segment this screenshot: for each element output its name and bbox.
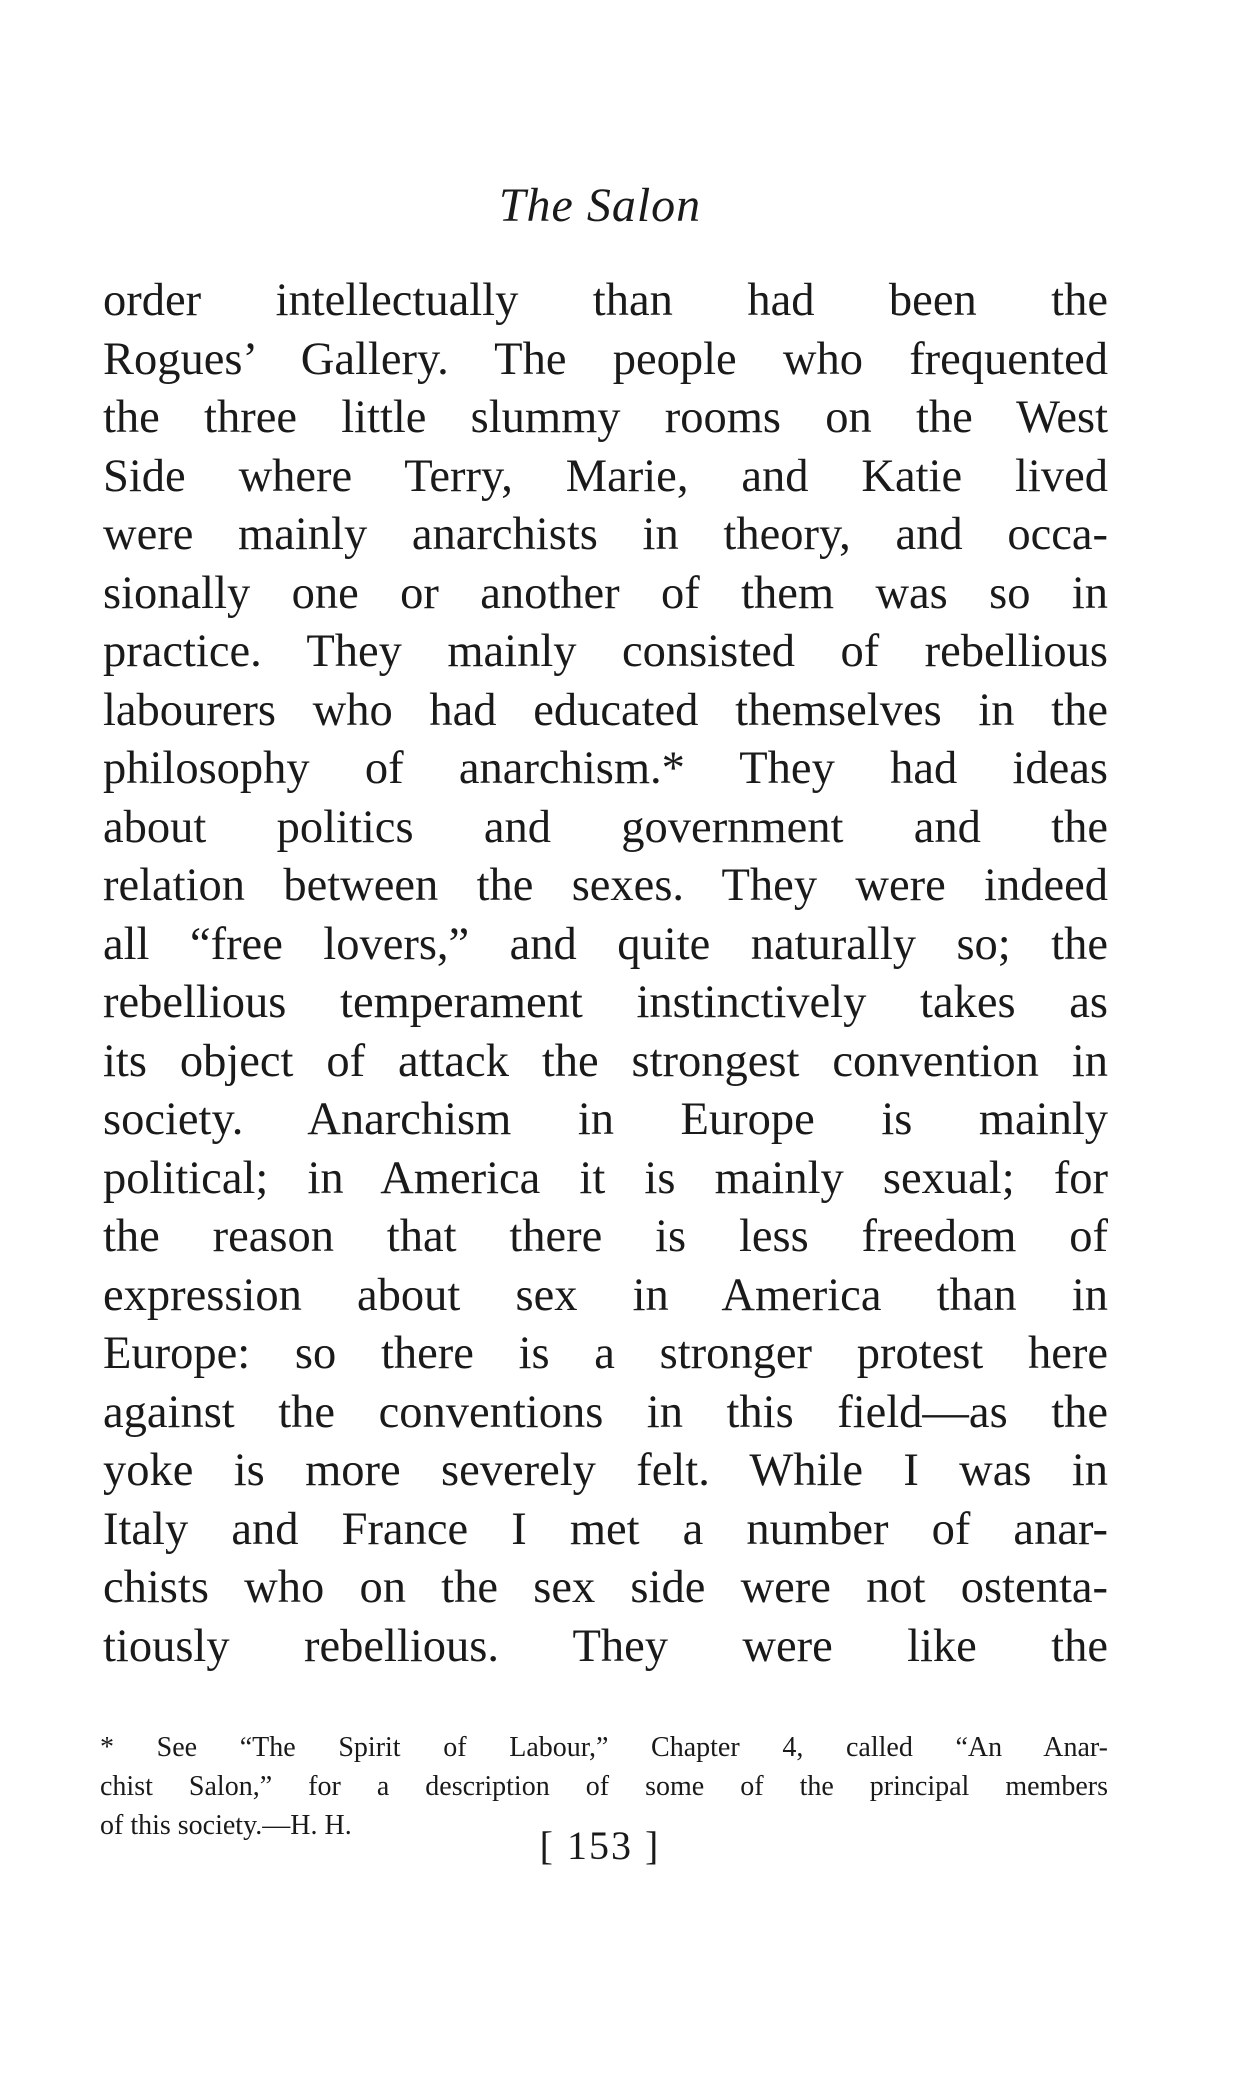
body-text: [103, 272, 1108, 1676]
footnote-line: of this society.—H. H.: [100, 1810, 352, 1841]
text-line: its object of attack the strongest convention in: [103, 1035, 1108, 1087]
text-line: against the conventions in this field—as the: [103, 1386, 1108, 1438]
text-line: Italy and France I met a number of anar-: [103, 1503, 1108, 1555]
footnote-line: * See “The Spirit of Labour,” Chapter 4, called “An Anar-: [100, 1732, 1108, 1763]
text-line: Side where Terry, Marie, and Katie lived: [103, 450, 1108, 502]
text-line: relation between the sexes. They were indeed: [103, 860, 1108, 911]
running-head: The Salon: [498, 179, 702, 232]
text-line: tiously rebellious. They were like the: [103, 1620, 1108, 1672]
footnote-line: chist Salon,” for a description of some of the principal members: [100, 1771, 1108, 1802]
text-line: about politics and government and the: [103, 801, 1108, 853]
text-line: philosophy of anarchism.* They had ideas: [103, 743, 1108, 794]
text-line: practice. They mainly consisted of rebellious: [103, 626, 1108, 677]
text-line: political; in America it is mainly sexual; for: [103, 1152, 1108, 1204]
text-line: chists who on the sex side were not ostenta-: [103, 1562, 1108, 1613]
text-line: sionally one or another of them was so in: [103, 567, 1108, 619]
text-line: labourers who had educated themselves in the: [103, 684, 1108, 736]
page-number: [ 153 ]: [539, 1823, 661, 1868]
text-line: Europe: so there is a stronger protest here: [103, 1328, 1108, 1379]
text-line: were mainly anarchists in theory, and occa-: [103, 509, 1108, 560]
text-line: the three little slummy rooms on the West: [103, 392, 1108, 443]
text-line: society. Anarchism in Europe is mainly: [103, 1094, 1108, 1145]
text-line: the reason that there is less freedom of: [103, 1211, 1108, 1262]
text-line: Rogues’ Gallery. The people who frequented: [103, 333, 1108, 385]
text-line: order intellectually than had been the: [103, 275, 1108, 326]
text-line: rebellious temperament instinctively takes as: [103, 977, 1108, 1028]
text-line: expression about sex in America than in: [103, 1269, 1108, 1321]
text-line: yoke is more severely felt. While I was in: [103, 1445, 1108, 1496]
text-line: all “free lovers,” and quite naturally so; the: [103, 918, 1108, 970]
